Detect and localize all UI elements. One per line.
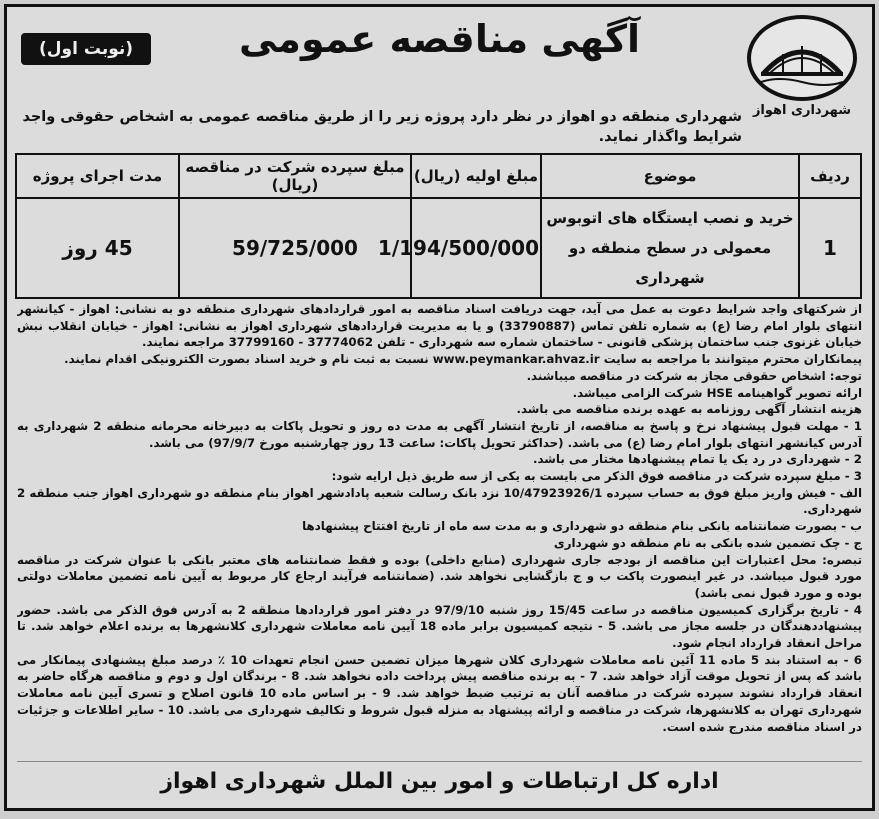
body-paragraph: هزینه انتشار آگهی روزنامه به عهده برنده مناقصه می باشد. xyxy=(516,402,862,417)
body-paragraph: پیمانکاران محترم میتوانند با مراجعه به سایت www.peymankar.ahvaz.ir نسبت به ثبت نام و خرید اسناد بصورت الکترونیکی اقدام نمایند. xyxy=(64,352,862,367)
tender-notice xyxy=(4,4,875,811)
table-header-row xyxy=(16,154,861,198)
intro-text: شهرداری منطقه دو اهواز در نظر دارد پروژه زیر را از طریق مناقصه عمومی به اشخاص حقوقی واجد شرایط واگذار نماید. xyxy=(22,109,742,145)
cell-duration: 45 روز xyxy=(16,198,179,298)
body-paragraph: ارائه تصویر گواهینامه HSE شرکت الزامی میباشد. xyxy=(572,385,862,400)
header xyxy=(7,7,872,118)
body-paragraph: 3 - مبلغ سپرده شرکت در مناقصه فوق الذکر می بایست به یکی از سه طریق ذیل ارایه شود: xyxy=(331,469,862,484)
body-paragraph: تبصره: محل اعتبارات این مناقصه از بودجه جاری شهرداری (منابع داخلی) بوده و فقط ضمانتنامه های معتبر بانکی با عنوان شرکت در مناقصه مورد قبول میباشد. در غیر اینصورت پاکت ب و ج بازگشایی نخواهد شد. (ضمانتنامه فرآیند ارجاع کار مربوط به آیین نامه تضمین معاملات دولتی بوده و مورد قبول نمی باشد) xyxy=(17,552,862,600)
body-paragraph: از شرکتهای واجد شرایط دعوت به عمل می آید، جهت دریافت اسناد مناقصه به امور قراردادهای شهرداری منطقه دو به نشانی: اهواز - کیانشهر انتهای بلوار امام رضا (ع) به شماره تلفن تماس (33790887) و یا به مدیریت قراردادهای شهرداری اهواز به نشانی: اهواز - خیابان انقلاب نبش خیابان غزنوی جنب ساختمان پزشکی قانونی - ساختمان شماره سه شهرداری - تلفن 37774062 - 37799160 مراجعه نمایند. xyxy=(17,302,862,350)
cell-radif: 1 xyxy=(799,198,861,298)
cell-subject: خرید و نصب ایستگاه های اتوبوس معمولی در سطح منطقه دو شهرداری xyxy=(541,198,799,298)
notice-title: آگهی مناقصه عمومی xyxy=(238,17,641,61)
header-subject: موضوع xyxy=(541,154,799,198)
body-paragraph: 4 - تاریخ برگزاری کمیسیون مناقصه در ساعت 15/45 روز شنبه 97/9/10 در دفتر امور قراردادها منطقه 2 به آدرس فوق الذکر می باشد. حضور پیشنهاددهندگان در جلسه مجاز می باشد. 5 - نتیجه کمیسیون برابر ماده 18 آیین نامه معاملات شهرداری کلانشهرها به برنده اعلام خواهد شد. تا مراحل انعقاد قرارداد انجام شود. xyxy=(17,602,862,651)
header-radif: ردیف xyxy=(799,154,861,198)
header-initial-amount: مبلغ اولیه (ریال) xyxy=(411,154,541,198)
cell-initial-amount: 1/194/500/000 xyxy=(411,198,541,298)
notice-body xyxy=(17,301,862,761)
body-paragraph: ب - بصورت ضمانتنامه بانکی بنام منطقه دو شهرداری و به مدت سه ماه از تاریخ افتتاح پیشنهادها xyxy=(302,519,862,534)
cell-deposit: 59/725/000 xyxy=(179,198,411,298)
header-deposit: مبلغ سپرده شرکت در مناقصه (ریال) xyxy=(179,154,411,198)
footer-signature: اداره کل ارتباطات و امور بین الملل شهرداری اهواز xyxy=(17,761,862,802)
body-paragraph: الف - فیش واریز مبلغ فوق به حساب سپرده 10/47923926/1 نزد بانک رسالت شعبه پادادشهر اهواز بنام منطقه دو شهرداری اهواز جنب منطقه 2 شهرداری. xyxy=(17,485,862,517)
header-duration: مدت اجرای پروژه xyxy=(16,154,179,198)
tender-table xyxy=(15,153,862,299)
body-paragraph: 2 - شهرداری در رد یک یا تمام پیشنهادها مختار می باشد. xyxy=(533,452,862,467)
nobat-badge: (نوبت اول) xyxy=(21,33,151,65)
body-paragraph: 1 - مهلت قبول پیشنهاد نرخ و پاسخ به مناقصه، از تاریخ انتشار آگهی به مدت ده روز و تحویل پاکات به دبیرخانه محرمانه منطقه 2 شهرداری به آدرس کیانشهر انتهای بلوار امام رضا (ع) می باشد. (حداکثر تحویل پاکات: ساعت 13 روز چهارشنبه مورخ 97/9/7) می باشد. xyxy=(17,418,862,450)
table-row xyxy=(16,198,861,298)
body-paragraph: ج - چک تضمین شده بانکی به نام منطقه دو شهرداری xyxy=(553,535,862,550)
body-paragraph: توجه: اشخاص حقوقی مجاز به شرکت در مناقصه میباشند. xyxy=(526,368,862,383)
logo-caption: شهرداری اهواز xyxy=(752,103,852,118)
body-paragraph: 6 - به استناد بند 5 ماده 11 آئین نامه معاملات شهرداری کلان شهرها میزان تضمین حسن انجام تعهدات 10 ٪ درصد مبلغ پیشنهادی پیمانکار می باشد که پس از تحویل موقت آزاد خواهد شد. 7 - به برنده مناقصه پیش پرداخت داده نخواهد شد. 8 - برندگان اول و دوم و مناقصه هرگاه حاضر به انعقاد قرارداد نشوند سپرده شرکت در مناقصه آنان به ترتیب ضبط خواهد شد. 9 - بر اساس ماده 10 قانون اصلاح و تسری آیین نامه معاملات شهرداری تهران به کلانشهرها، شرکت در مناقصه و ارائه پیشنهاد به منزله قبول شروط و تکالیف شهرداری می باشد. 10 - سایر اطلاعات و جزئیات در اسناد مناقصه مندرج شده است. xyxy=(17,652,862,734)
